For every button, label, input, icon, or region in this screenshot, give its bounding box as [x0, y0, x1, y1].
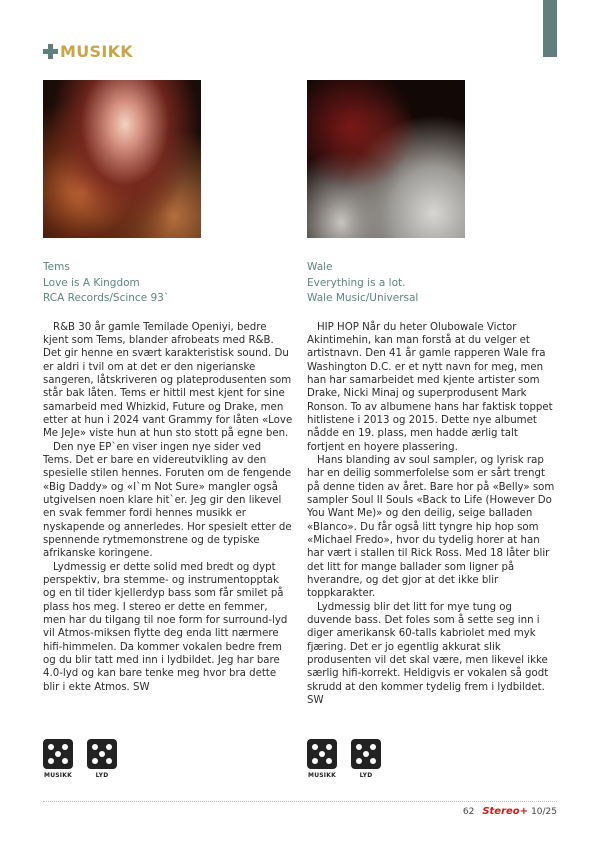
album-title: Everything is a lot.	[307, 276, 406, 289]
section-header	[43, 42, 133, 61]
rating-label: LYD	[359, 772, 373, 779]
page-number: 62	[462, 806, 475, 817]
dice-icon	[307, 739, 337, 769]
dice-icon	[87, 739, 117, 769]
dice-pip	[92, 744, 98, 750]
record-label: RCA Records/Scince 93`	[43, 292, 170, 304]
review-paragraph: Hans blanding av soul sampler, og lyrisk rap har en deilig sommerfolelse som er sårt trengt på denne tiden av året. Bare hor på «Belly» som sampler Soul II Souls «Back to Life (However Do You Want Me)» og den deilig, seige balladen «Blanco». Du får også litt tyngre hip hop som «Michael Fredo», hvor du tydelig horer at han har vært i stallen til Rick Ross. Med 18 låter blir det litt for mange ballader som ligner på hverandre, og det gjor at det ikke blir toppkarakter.	[307, 454, 555, 600]
dice-pip	[370, 758, 376, 764]
dice-pip	[106, 744, 112, 750]
artist-name: Wale	[307, 261, 333, 273]
page-footer	[463, 806, 557, 817]
dice-pip	[363, 751, 369, 757]
rating-label: LYD	[95, 772, 109, 779]
dice-pip	[356, 758, 362, 764]
review-paragraph: Den nye EP`en viser ingen nye sider ved Tems. Det er bare en videreutvikling av den spesielle stilen hennes. Foruten om de fengende «Big Daddy» og «I`m Not Sure» mangler også utgivelsen noen klare hit`er. Jeg gir den likevel en svak femmer fordi hennes musikk er nyskapende og annerledes. Hor spesielt etter de spennende rytmemonstrene og de typiske afrikanske koringene.	[43, 441, 292, 560]
dice-pip	[326, 744, 332, 750]
rating-row	[307, 739, 381, 779]
review-wale	[307, 80, 557, 707]
review-paragraph: Lydmessig er dette solid med bredt og dypt perspektiv, bra stemme- og instrumentopptak og en til tider kjellerdyp bass som får smilet på plass hos meg. I stereo er dette en femmer, men har du tilgang til noe form for surround-lyd vil Atmos-miksen flytte deg enda litt nærmere hifi-himmelen. Da kommer vokalen bedre frem og du blir tatt med inn i lydbildet. Jeg har bare 4.0-lyd og kan bare tenke meg hvor bra dette blir i ekte Atmos. SW	[43, 561, 288, 693]
rating-sound	[87, 739, 117, 779]
album-title: Love is A Kingdom	[43, 276, 140, 289]
dice-pip	[319, 751, 325, 757]
dice-pip	[92, 758, 98, 764]
review-body	[43, 321, 293, 695]
dice-pip	[62, 744, 68, 750]
review-meta	[307, 260, 557, 307]
section-title: MUSIKK	[60, 42, 133, 61]
dice-pip	[356, 744, 362, 750]
rating-label: MUSIKK	[44, 772, 72, 779]
record-label: Wale Music/Universal	[307, 292, 419, 304]
dice-icon	[351, 739, 381, 769]
dice-pip	[48, 744, 54, 750]
dice-pip	[55, 751, 61, 757]
dice-pip	[106, 758, 112, 764]
rating-sound	[351, 739, 381, 779]
review-paragraph: HIP HOP Når du heter Olubowale Victor Akintimehin, kan man forstå at du velger et artistnavn. Den 41 år gamle rapperen Wale fra Washington D.C. er et nytt navn for meg, men han har samarbeidet med kjente artister som Drake, Nicki Minaj og superprodusent Mark Ronson. To av albumene hans har faktisk toppet hitlistene i 2013 og 2015. Dette nye albumet nådde en 19. plass, men hadde ærlig talt fortjent en hoyere plassering.	[307, 321, 553, 453]
rating-music	[307, 739, 337, 779]
album-cover-image	[43, 80, 201, 238]
artist-name: Tems	[43, 261, 70, 273]
plus-icon	[43, 44, 58, 59]
dice-pip	[370, 744, 376, 750]
dice-icon	[43, 739, 73, 769]
album-cover-image	[307, 80, 465, 238]
dice-pip	[99, 751, 105, 757]
magazine-logo: Stereo+	[482, 806, 529, 817]
footer-divider	[43, 801, 557, 802]
review-tems	[43, 80, 293, 694]
dice-pip	[312, 744, 318, 750]
review-body	[307, 321, 557, 708]
dice-pip	[326, 758, 332, 764]
rating-row	[43, 739, 117, 779]
issue-number: 10/25	[531, 806, 557, 817]
rating-music	[43, 739, 73, 779]
section-tab-marker	[543, 0, 557, 57]
review-paragraph: Lydmessig blir det litt for mye tung og duvende bass. Det foles som å sette seg inn i diger amerikansk 60-talls kabriolet med myk fjæring. Det er jo egentlig akkurat slik produsenten vil det skal være, men likevel ikke særlig hifi-korrekt. Heldigvis er vokalen så godt skrudd at den kommer tydelig frem i lydbildet. SW	[307, 601, 549, 707]
review-meta	[43, 260, 293, 307]
review-paragraph: R&B 30 år gamle Temilade Openiyi, bedre kjent som Tems, blander afrobeats med R&B. Det gir henne en svært karakteristisk sound. Du er aldri i tvil om at det er den nigerianske sangeren, låtskriveren og plateprodusenten som står bak låten. Tems er hittil mest kjent for sine samarbeid med Whizkid, Future og Drake, men etter at hun i 2024 vant Grammy for låten «Love Me JeJe» viste hun at hun sto stott på egne ben.	[43, 321, 293, 440]
dice-pip	[62, 758, 68, 764]
dice-pip	[48, 758, 54, 764]
rating-label: MUSIKK	[308, 772, 336, 779]
dice-pip	[312, 758, 318, 764]
